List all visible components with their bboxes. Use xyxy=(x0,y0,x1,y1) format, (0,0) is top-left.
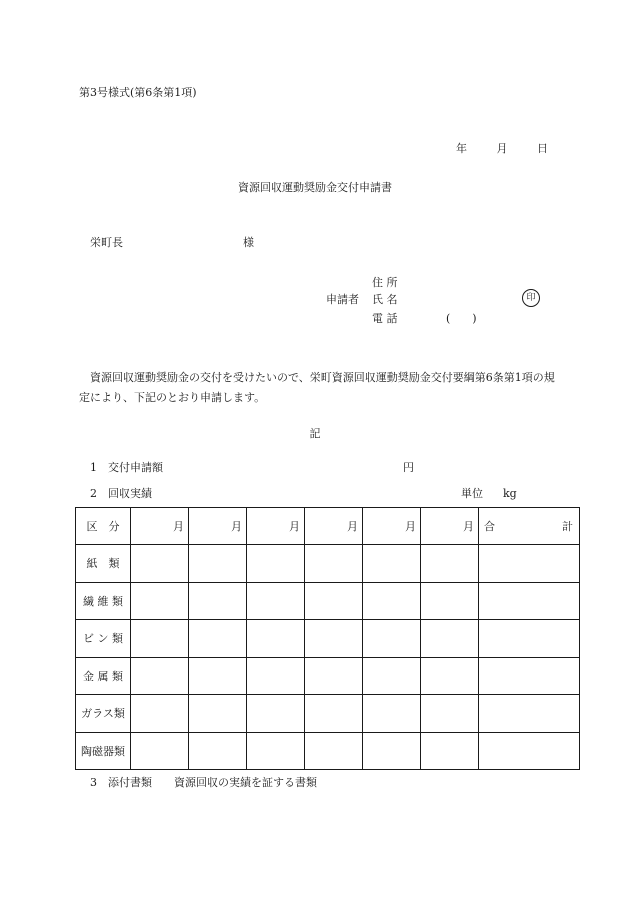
table-cell xyxy=(363,732,421,770)
row-category: 繊 維 類 xyxy=(76,582,131,620)
item1-label: 1 交付申請額 xyxy=(90,461,163,474)
table-cell xyxy=(305,582,363,620)
table-cell xyxy=(247,657,305,695)
unit-value: kg xyxy=(503,487,517,500)
name-label: 氏 名 xyxy=(372,293,398,306)
table-cell xyxy=(421,545,479,583)
row-category: ビ ン 類 xyxy=(76,620,131,658)
table-row xyxy=(76,545,580,583)
table-cell xyxy=(421,620,479,658)
row-category: 陶磁器類 xyxy=(76,732,131,770)
row-category: ガラス類 xyxy=(76,695,131,733)
collection-results-table xyxy=(75,507,580,770)
unit-label: 単位 xyxy=(461,487,483,500)
phone-label: 電 話 xyxy=(372,312,398,325)
header-month: 月 xyxy=(247,508,305,545)
row-category: 紙 類 xyxy=(76,545,131,583)
table-cell xyxy=(131,545,189,583)
table-cell xyxy=(247,545,305,583)
address-label: 住 所 xyxy=(372,276,398,289)
table-cell xyxy=(479,582,580,620)
table-cell xyxy=(305,545,363,583)
date-month-label: 月 xyxy=(496,142,508,155)
table-cell xyxy=(131,620,189,658)
item3-desc: 資源回収の実績を証する書類 xyxy=(174,776,317,789)
document-title: 資源回収運動奨励金交付申請書 xyxy=(238,181,392,194)
table-cell xyxy=(305,732,363,770)
table-cell xyxy=(421,732,479,770)
table-cell xyxy=(189,582,247,620)
table-cell xyxy=(479,657,580,695)
table-cell xyxy=(305,620,363,658)
phone-parens: ( ) xyxy=(446,312,477,325)
header-category: 区 分 xyxy=(76,508,131,545)
header-total-a: 合 xyxy=(484,520,495,533)
ki-heading: 記 xyxy=(309,427,321,440)
body-text: 資源回収運動奨励金の交付を受けたいので、栄町資源回収運動奨励金交付要綱第6条第1項の規定により、下記のとおり申請します。 xyxy=(79,371,555,404)
table-row xyxy=(76,695,580,733)
table-row xyxy=(76,657,580,695)
table-cell xyxy=(131,732,189,770)
table-cell xyxy=(363,582,421,620)
table-cell xyxy=(189,545,247,583)
seal-mark: 印 xyxy=(522,289,540,307)
form-number: 第3号様式(第6条第1項) xyxy=(79,86,197,99)
item1-unit: 円 xyxy=(403,461,414,474)
applicant-label: 申請者 xyxy=(326,293,359,306)
header-month: 月 xyxy=(305,508,363,545)
unit-indicator xyxy=(461,487,517,501)
table-cell xyxy=(421,657,479,695)
table-cell xyxy=(131,657,189,695)
table-cell xyxy=(247,582,305,620)
table-row xyxy=(76,582,580,620)
addressee: 栄町長 xyxy=(90,236,123,249)
table-cell xyxy=(189,657,247,695)
header-total xyxy=(479,508,580,545)
date-year-label: 年 xyxy=(456,142,467,155)
table-cell xyxy=(363,657,421,695)
date-row xyxy=(456,142,548,156)
header-month: 月 xyxy=(131,508,189,545)
table-cell xyxy=(479,620,580,658)
table-cell xyxy=(421,695,479,733)
date-day-label: 日 xyxy=(537,142,548,155)
table-cell xyxy=(479,732,580,770)
table-cell xyxy=(247,695,305,733)
table-cell xyxy=(189,620,247,658)
header-month: 月 xyxy=(363,508,421,545)
table-cell xyxy=(363,620,421,658)
table-cell xyxy=(131,695,189,733)
table-cell xyxy=(305,695,363,733)
header-total-b: 計 xyxy=(562,520,573,533)
table-cell xyxy=(421,582,479,620)
item2-label: 2 回収実績 xyxy=(90,487,152,500)
table-cell xyxy=(247,732,305,770)
header-month: 月 xyxy=(189,508,247,545)
table-row xyxy=(76,620,580,658)
table-cell xyxy=(189,732,247,770)
header-month: 月 xyxy=(421,508,479,545)
table-cell xyxy=(363,545,421,583)
honorific: 様 xyxy=(243,236,254,249)
row-category: 金 属 類 xyxy=(76,657,131,695)
table-cell xyxy=(363,695,421,733)
item3-label: 3 添付書類 xyxy=(90,776,152,789)
table-cell xyxy=(479,545,580,583)
table-header-row xyxy=(76,508,580,545)
table-cell xyxy=(131,582,189,620)
table-cell xyxy=(305,657,363,695)
table-row xyxy=(76,732,580,770)
table-cell xyxy=(247,620,305,658)
item3 xyxy=(90,776,317,790)
table-cell xyxy=(479,695,580,733)
table-cell xyxy=(189,695,247,733)
